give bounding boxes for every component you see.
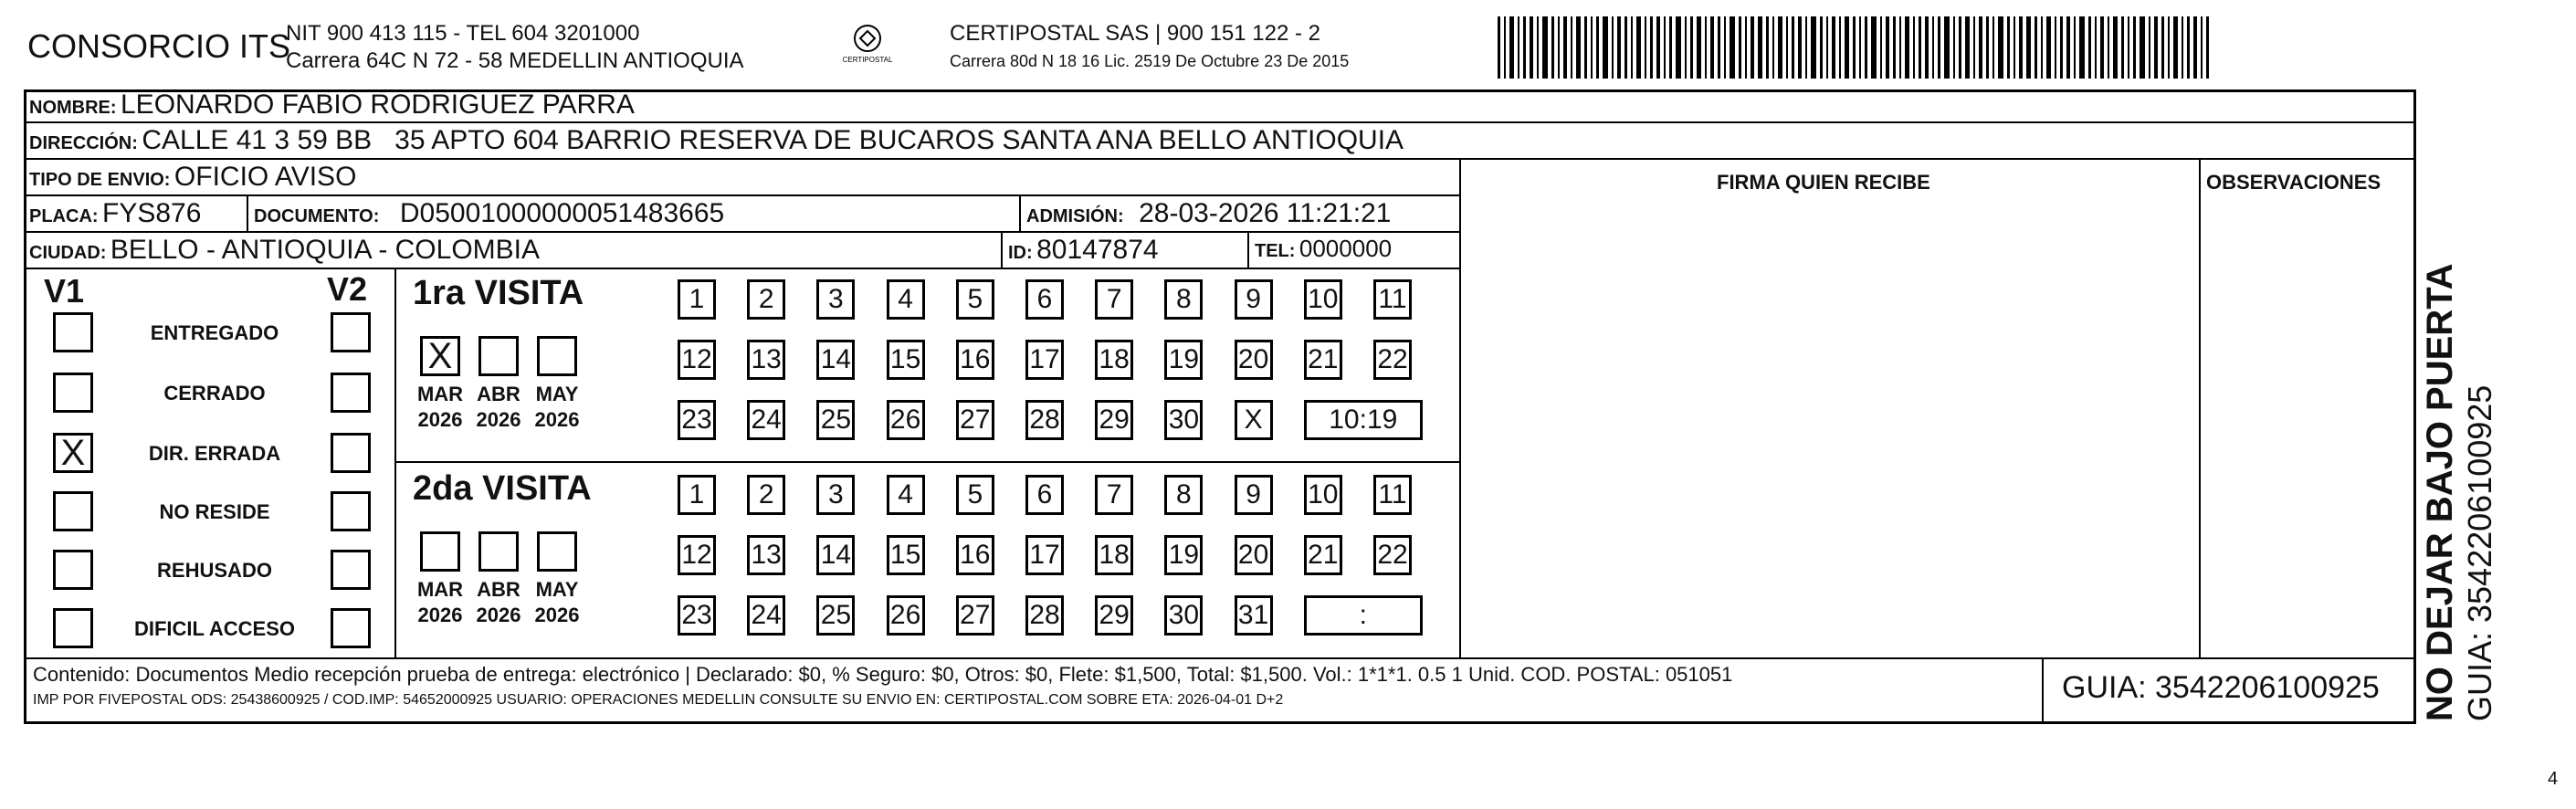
visit2-day-box[interactable]: 13 [747,535,785,575]
visit2-day-box[interactable]: 19 [1164,535,1203,575]
barcode-bar [1886,16,1889,79]
barcode-bar [2133,16,2136,79]
cert-line1: CERTIPOSTAL SAS | 900 151 122 - 2 [950,21,1320,46]
barcode-bar [2128,16,2129,79]
visit2-year: 2026 [417,604,463,626]
barcode-bar [2079,16,2085,79]
visit2-day-box[interactable]: 29 [1095,595,1133,636]
barcode-bar [1944,16,1950,79]
barcode-bar [1523,16,1526,79]
documento-label: DOCUMENTO: [254,206,380,226]
visit2-day-box[interactable]: 24 [747,595,785,636]
visit1-day-box[interactable]: 3 [816,279,855,320]
visit2-day-box[interactable]: 12 [678,535,716,575]
visit1-month: ABR [477,383,520,405]
rule [247,194,248,231]
documento-value: D05001000000051483665 [399,198,725,228]
admision-label: ADMISIÓN: [1026,206,1124,226]
visit1-day-box[interactable]: 6 [1025,279,1064,320]
visit2-day-box[interactable]: 1 [678,475,716,515]
visit2-day-box[interactable]: 22 [1373,535,1412,575]
visit2-day-box[interactable]: 9 [1235,475,1273,515]
barcode-bar [1925,16,1929,79]
visit2-time-box[interactable]: : [1304,595,1423,636]
barcode-bar [1603,16,1608,79]
barcode-bar [1766,16,1769,79]
admision-row [1026,198,1391,229]
delivery-form [24,89,2416,724]
visit1-day-box[interactable]: 12 [678,340,716,380]
barcode-bar [2121,16,2124,79]
rule [394,461,1461,463]
barcode-bar [1853,16,1856,79]
barcode-bar [1798,16,1802,79]
nombre-row [29,89,635,121]
rule [1247,231,1249,268]
barcode-bar [1509,16,1514,79]
barcode-bar [2019,16,2023,79]
barcode-bar [2173,16,2178,79]
barcode-bar [2113,16,2118,79]
barcode-bar [1986,16,1989,79]
barcode-bar [1913,16,1915,79]
barcode-bar [2007,16,2010,79]
v2-header: V2 [327,270,368,308]
visit2-day-box[interactable]: 14 [816,535,855,575]
barcode-bar [1685,16,1687,79]
visit1-day-box[interactable]: 11 [1373,279,1412,320]
barcode-bar [2187,16,2190,79]
barcode-bar [2161,16,2164,79]
visit1-day-box[interactable]: 29 [1095,400,1133,440]
barcode-bar [1893,16,1896,79]
barcode-bar [1998,16,2003,79]
tel-row [1255,235,1392,263]
admision-value: 28-03-2026 11:21:21 [1139,198,1392,228]
barcode-bar [1591,16,1593,79]
tipo-row [29,162,356,193]
barcode-bar [1624,16,1627,79]
visit2-month-checkbox[interactable] [420,531,460,572]
footer-imp: IMP POR FIVEPOSTAL ODS: 25438600925 / COD.IMP: 54652000925 USUARIO: OPERACIONES MEDELLIN CONSULTE SU ENVIO EN: CERTIPOSTAL.COM SOBRE ETA: 2026-04-01 D+2 [33,692,1284,708]
visit2-day-box[interactable]: 30 [1164,595,1203,636]
status-label: CERRADO [163,382,266,404]
visit2-day-box[interactable]: 4 [887,475,925,515]
barcode-bar [2206,16,2209,79]
id-label: ID: [1008,243,1033,263]
visit2-month: MAR [416,578,464,601]
side-note [2420,100,2499,721]
visit2-month-checkbox[interactable] [537,531,577,572]
documento-row [254,198,724,229]
visit1-day-box[interactable]: 8 [1164,279,1203,320]
v1-header: V1 [44,272,85,310]
v1-checkbox[interactable] [53,550,93,590]
visit2-month: ABR [477,578,520,601]
v2-checkbox[interactable] [331,373,371,413]
visit2-month: MAY [535,578,579,601]
rule [24,194,1461,196]
barcode-bar [2060,16,2063,79]
barcode-bar [1880,16,1882,79]
barcode-bar [2108,16,2109,79]
v1-checkbox[interactable] [53,373,93,413]
visit1-day-box[interactable]: 18 [1095,340,1133,380]
rule [1019,194,1021,231]
barcode-bar [1871,16,1877,79]
visit2-day-box[interactable]: 17 [1025,535,1064,575]
barcode-bar [1518,16,1519,79]
barcode-bar [1645,16,1646,79]
id-row [1008,235,1159,266]
visit1-day-box[interactable]: 27 [956,400,994,440]
tipo-value: OFICIO AVISO [173,162,357,192]
barcode-bar [2066,16,2070,79]
visit2-day-box[interactable]: 27 [956,595,994,636]
barcode-bar [1636,16,1641,79]
barcode-bar [2140,16,2145,79]
barcode-bar [1617,16,1621,79]
v1-checkbox[interactable]: X [53,433,93,473]
visit2-title: 2da VISITA [413,469,592,508]
barcode-bar [1899,16,1901,79]
visit2-day-box[interactable]: 31 [1235,595,1273,636]
visit1-month-checkbox[interactable]: X [420,336,460,376]
visit2-day-box[interactable]: 20 [1235,535,1273,575]
barcode-bar [1826,16,1828,79]
barcode-bar [1563,16,1567,79]
barcode-bar [1965,16,1970,79]
barcode-bar [2035,16,2037,79]
barcode-bar [1786,16,1788,79]
visit1-day-box[interactable]: 28 [1025,400,1064,440]
visit2-day-box[interactable]: 2 [747,475,785,515]
visit1-title: 1ra VISITA [413,274,584,312]
visit2-day-box[interactable]: 5 [956,475,994,515]
barcode-bar [2026,16,2031,79]
barcode-bar [1571,16,1572,79]
barcode-bar [1724,16,1726,79]
barcode-bar [1664,16,1666,79]
barcode [1498,16,2228,79]
tel-label: TEL: [1255,241,1296,261]
visit1-day-box[interactable]: 19 [1164,340,1203,380]
v1-checkbox[interactable] [53,608,93,648]
rule [24,121,2416,123]
barcode-bar [1805,16,1807,79]
barcode-bar [2088,16,2091,79]
firma-label: FIRMA QUIEN RECIBE [1717,171,1930,194]
visit1-day-box[interactable]: 5 [956,279,994,320]
barcode-bar [1905,16,1909,79]
rule [24,657,2416,659]
barcode-bar [1669,16,1672,79]
visit2-day-box[interactable]: 28 [1025,595,1064,636]
barcode-bar [1953,16,1955,79]
barcode-bar [1498,16,1500,79]
barcode-bar [2149,16,2150,79]
cert-line2: Carrera 80d N 18 16 Lic. 2519 De Octubre 23 De 2015 [950,52,1350,70]
v2-checkbox[interactable] [331,433,371,473]
visit1-day-box[interactable]: 23 [678,400,716,440]
visit1-day-box[interactable]: 2 [747,279,785,320]
visit1-day-box[interactable]: 9 [1235,279,1273,320]
visit1-day-box[interactable]: 14 [816,340,855,380]
nit-line: NIT 900 413 115 - TEL 604 3201000 [286,21,640,46]
barcode-bar [1690,16,1693,79]
barcode-bar [2095,16,2097,79]
barcode-bar [2154,16,2158,79]
v2-checkbox[interactable] [331,550,371,590]
visit1-year: 2026 [417,408,463,431]
visit2-day-box[interactable]: 18 [1095,535,1133,575]
barcode-bar [1938,16,1940,79]
barcode-bar [2182,16,2183,79]
rule [1001,231,1003,268]
barcode-bar [2046,16,2051,79]
barcode-bar [1718,16,1720,79]
visit1-day-box[interactable]: 10 [1304,279,1342,320]
barcode-bar [1537,16,1539,79]
barcode-bar [2055,16,2056,79]
barcode-bar [1730,16,1735,79]
barcode-bar [1542,16,1548,79]
id-value: 80147874 [1036,235,1159,265]
placa-row [29,198,201,229]
v2-checkbox[interactable] [331,608,371,648]
visit2-day-box[interactable]: 11 [1373,475,1412,515]
barcode-bar [1596,16,1599,79]
nombre-value: LEONARDO FABIO RODRIGUEZ PARRA [121,89,635,120]
visit2-day-box[interactable]: 26 [887,595,925,636]
barcode-bar [1932,16,1934,79]
barcode-bar [2100,16,2104,79]
visit2-day-box[interactable]: 15 [887,535,925,575]
rule [24,158,2416,160]
visit1-day-box[interactable]: 20 [1235,340,1273,380]
ciudad-value: BELLO - ANTIOQUIA - COLOMBIA [110,235,541,265]
nombre-label: NOMBRE: [29,98,117,118]
barcode-bar [1504,16,1506,79]
side-warning: NO DEJAR BAJO PUERTA [2420,263,2460,721]
status-label: DIR. ERRADA [148,442,281,465]
visit1-day-box[interactable]: 16 [956,340,994,380]
barcode-bar [1811,16,1816,79]
visit1-day-box[interactable]: 25 [816,400,855,440]
direccion-value: CALLE 41 3 59 BB 35 APTO 604 BARRIO RESERVA DE BUCAROS SANTA ANA BELLO ANTIOQUIA [142,125,1404,155]
visit2-year: 2026 [534,604,580,626]
visit1-day-box[interactable]: 24 [747,400,785,440]
visit2-day-box[interactable]: 6 [1025,475,1064,515]
side-guia: GUIA: 3542206100925 [2461,384,2498,721]
barcode-bar [1676,16,1681,79]
barcode-bar [1979,16,1982,79]
barcode-bar [1778,16,1782,79]
certipostal-info [950,20,1349,75]
visit1-day-box[interactable]: 7 [1095,279,1133,320]
barcode-bar [1859,16,1861,79]
barcode-bar [1751,16,1754,79]
certipostal-logo [840,18,895,73]
barcode-bar [2013,16,2015,79]
barcode-bar [1865,16,1867,79]
visit2-day-box[interactable]: 8 [1164,475,1203,515]
footer-contenido: Contenido: Documentos Medio recepción prueba de entrega: electrónico | Declarado: $0, % Seguro: $0, Otros: $0, Flete: $1,500, Total: $1,500. Vol.: 1*1*1. 0.5 1 Unid. COD. POSTAL: 051051 [33,663,1733,686]
visit1-day-box[interactable]: 17 [1025,340,1064,380]
visit1-time-box[interactable]: 10:19 [1304,400,1423,440]
visit1-day-box[interactable]: 22 [1373,340,1412,380]
barcode-bar [1973,16,1975,79]
barcode-bar [1919,16,1921,79]
company-info [286,20,744,75]
barcode-bar [1839,16,1841,79]
page-mark: 4 [2548,769,2559,789]
company-name: CONSORCIO ITS [27,27,291,65]
logo-text: CERTIPOSTAL [842,56,893,64]
barcode-bar [1745,16,1747,79]
visit1-month: MAR [416,383,464,405]
tel-value: 0000000 [1299,235,1393,262]
barcode-bar [1710,16,1714,79]
rule [1459,158,1461,657]
visit1-year: 2026 [476,408,521,431]
visit1-day-box[interactable]: 4 [887,279,925,320]
visit2-year: 2026 [476,604,521,626]
tipo-label: TIPO DE ENVIO: [29,170,171,190]
barcode-bar [1992,16,1994,79]
status-label: ENTREGADO [150,321,279,344]
barcode-bar [1631,16,1633,79]
visit2-month-checkbox[interactable] [478,531,519,572]
barcode-bar [1959,16,1961,79]
status-label: DIFICIL ACCESO [133,617,295,640]
rule [24,231,1461,233]
visit1-month-checkbox[interactable] [478,336,519,376]
barcode-bar [1576,16,1581,79]
visit1-day-box[interactable]: 15 [887,340,925,380]
visit2-day-box[interactable]: 10 [1304,475,1342,515]
barcode-bar [1772,16,1774,79]
v1-checkbox[interactable] [53,491,93,531]
visit1-day-box[interactable]: 30 [1164,400,1203,440]
rule [2042,657,2044,724]
barcode-bar [2041,16,2043,79]
rule [24,268,1461,269]
barcode-bar [2193,16,2197,79]
ciudad-row [29,235,540,266]
barcode-bar [1758,16,1762,79]
status-label: REHUSADO [157,559,272,582]
barcode-bar [1845,16,1849,79]
barcode-bar [1558,16,1560,79]
barcode-bar [1832,16,1835,79]
v1-checkbox[interactable] [53,312,93,352]
visit1-year: 2026 [534,408,580,431]
barcode-bar [1530,16,1533,79]
placa-value: FYS876 [102,198,202,228]
visit2-day-box[interactable]: 3 [816,475,855,515]
company-address: Carrera 64C N 72 - 58 MEDELLIN ANTIOQUIA [286,48,744,73]
visit1-month: MAY [535,383,579,405]
barcode-bar [1705,16,1707,79]
barcode-bar [1792,16,1794,79]
visit1-day-box[interactable]: 1 [678,279,716,320]
visit2-day-box[interactable]: 16 [956,535,994,575]
barcode-bar [1656,16,1660,79]
barcode-bar [1697,16,1701,79]
observaciones-label: OBSERVACIONES [2206,171,2381,194]
visit1-day-box[interactable]: 26 [887,400,925,440]
barcode-bar [1612,16,1614,79]
barcode-bar [2168,16,2170,79]
rule [394,268,396,657]
barcode-bar [1739,16,1741,79]
barcode-bar [1551,16,1554,79]
ciudad-label: CIUDAD: [29,243,107,263]
direccion-row [29,125,1404,156]
placa-label: PLACA: [29,206,99,226]
visit2-day-box[interactable]: 23 [678,595,716,636]
visit2-day-box[interactable]: 25 [816,595,855,636]
footer-guia: GUIA: 3542206100925 [2062,670,2380,705]
barcode-bar [1584,16,1587,79]
barcode-bar [2201,16,2203,79]
visit1-day-box[interactable]: X [1235,400,1273,440]
visit2-day-box[interactable]: 7 [1095,475,1133,515]
direccion-label: DIRECCIÓN: [29,133,138,153]
barcode-bar [2074,16,2076,79]
visit2-day-box[interactable]: 21 [1304,535,1342,575]
visit1-month-checkbox[interactable] [537,336,577,376]
visit1-day-box[interactable]: 13 [747,340,785,380]
rule [2199,158,2201,657]
barcode-bar [1820,16,1823,79]
status-label: NO RESIDE [159,500,270,523]
barcode-bar [1650,16,1653,79]
v2-checkbox[interactable] [331,491,371,531]
v2-checkbox[interactable] [331,312,371,352]
visit1-day-box[interactable]: 21 [1304,340,1342,380]
